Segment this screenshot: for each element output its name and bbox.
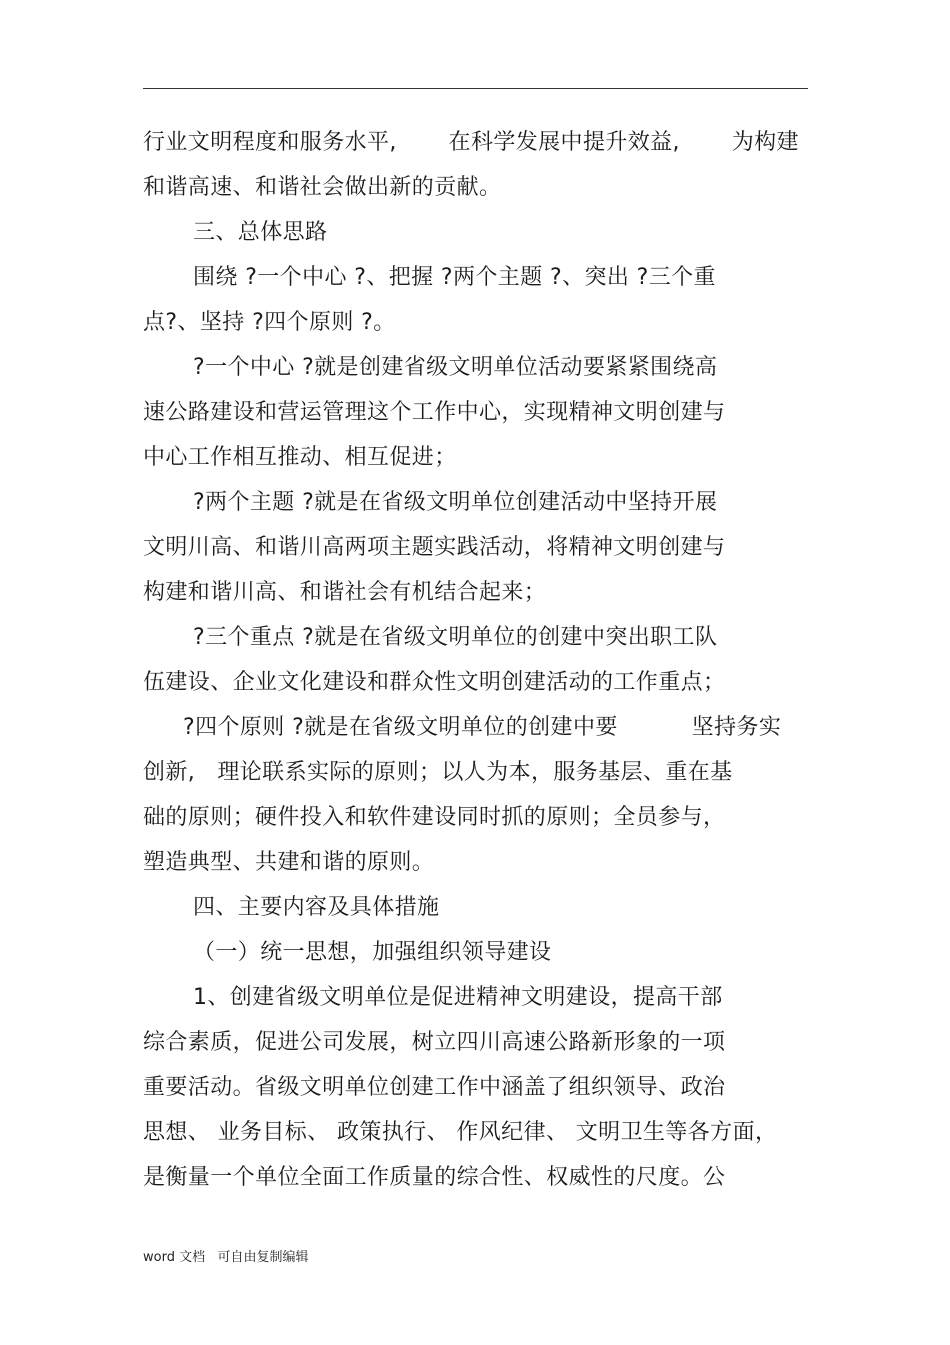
text-line: 1、创建省级文明单位是促进精神文明建设，提高干部	[193, 985, 723, 1010]
text-line: 中心工作相互推动、相互促进；	[143, 445, 457, 470]
text-line: 构建和谐川高、和谐社会有机结合起来；	[143, 580, 547, 605]
text-line: ?一个中心 ?就是创建省级文明单位活动要紧紧围绕高	[193, 355, 718, 380]
text-line: 行业文明程度和服务水平, 在科学发展中提升效益, 为构建	[143, 130, 799, 155]
text-line: 创新, 理论联系实际的原则；以人为本，服务基层、重在基	[143, 760, 733, 785]
text-line: 伍建设、企业文化建设和群众性文明创建活动的工作重点；	[143, 670, 726, 695]
text-line: 围绕 ?一个中心 ?、把握 ?两个主题 ?、突出 ?三个重	[193, 265, 716, 290]
text-line: ?四个原则 ?就是在省级文明单位的创建中要 坚持务实	[183, 715, 782, 740]
text-line: 是衡量一个单位全面工作质量的综合性、权威性的尺度。公	[143, 1165, 726, 1190]
text-line: 点?、坚持 ?四个原则 ?。	[143, 310, 396, 335]
text-line: ?三个重点 ?就是在省级文明单位的创建中突出职工队	[193, 625, 718, 650]
text-line: 重要活动。省级文明单位创建工作中涵盖了组织领导、政治	[143, 1075, 726, 1100]
page-footer: word 文档 可自由复制编辑	[143, 1250, 309, 1265]
section-heading: 三、总体思路	[193, 220, 328, 245]
text-line: ?两个主题 ?就是在省级文明单位创建活动中坚持开展	[193, 490, 718, 515]
text-line: 文明川高、和谐川高两项主题实践活动，将精神文明创建与	[143, 535, 726, 560]
text-line: 思想、 业务目标、 政策执行、 作风纪律、 文明卫生等各方面，	[143, 1120, 778, 1145]
subsection-heading: （一）统一思想，加强组织领导建设	[193, 940, 552, 965]
text-line: 速公路建设和营运管理这个工作中心，实现精神文明创建与	[143, 400, 726, 425]
text-line: 和谐高速、和谐社会做出新的贡献。	[143, 175, 502, 200]
text-line: 础的原则；硬件投入和软件建设同时抓的原则；全员参与，	[143, 805, 726, 830]
text-line: 综合素质，促进公司发展，树立四川高速公路新形象的一项	[143, 1030, 726, 1055]
text-line: 塑造典型、共建和谐的原则。	[143, 850, 435, 875]
section-heading: 四、主要内容及具体措施	[193, 895, 440, 920]
